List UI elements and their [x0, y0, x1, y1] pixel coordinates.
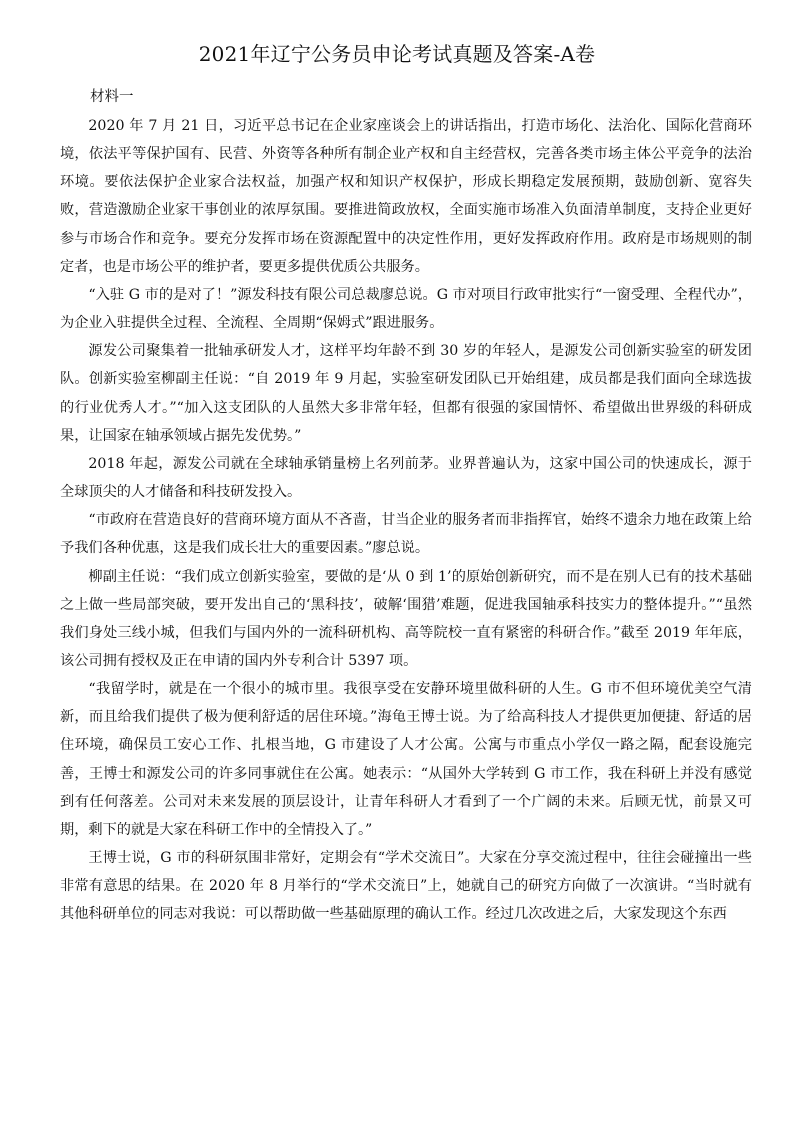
paragraph: 源发公司聚集着一批轴承研发人才，这样平均年龄不到 30 岁的年轻人，是源发公司创新实验室的研发团队。创新实验室柳副主任说：“自 2019 年 9 月起，实验室研发团队已开始组建，成员都是我们面向全球选拔的行业优秀人才。”“加入这支团队的人虽然大多非常年轻，但都有很强的家国情怀、希望做出世界级的科研成果，让国家在轴承领域占据先发优势。” — [60, 343, 752, 444]
paragraph: 2018 年起，源发公司就在全球轴承销量榜上名列前茅。业界普遍认为，这家中国公司的快速成长，源于全球顶尖的人才储备和科技研发投入。 — [60, 455, 752, 501]
document-title: 2021年辽宁公务员申论考试真题及答案-A卷 — [198, 42, 596, 66]
paragraph: 2020 年 7 月 21 日，习近平总书记在企业家座谈会上的讲话指出，打造市场化、法治化、国际化营商环境，依法平等保护国有、民营、外资等各种所有制企业产权和自主经营权，完善各类市场主体公平竞争的法治环境。要依法保护企业家合法权益，加强产权和知识产权保护，形成长期稳定发展预期，鼓励创新、宽容失败，营造激励企业家干事创业的浓厚氛围。要推进简政放权，全面实施市场准入负面清单制度，支持企业更好参与市场合作和竞争。要充分发挥市场在资源配置中的决定性作用，更好发挥政府作用。政府是市场规则的制定者，也是市场公平的维护者，要更多提供优质公共服务。 — [60, 118, 752, 275]
paragraph: “入驻 G 市的是对了！”源发科技有限公司总裁廖总说。G 市对项目行政审批实行“一窗受理、全程代办”，为企业入驻提供全过程、全流程、全周期“保姆式”跟进服务。 — [60, 286, 752, 332]
section-label: 材料一 — [90, 89, 134, 105]
paragraph: 柳副主任说：“我们成立创新实验室，要做的是‘从 0 到 1’的原始创新研究，而不是在别人已有的技术基础之上做一些局部突破，要开发出自己的‘黑科技’，破解‘围猎’难题，促进我国轴承科技实力的整体提升。”“虽然我们身处三线小城，但我们与国内外的一流科研机构、高等院校一直有紧密的科研合作。”截至 2019 年年底，该公司拥有授权及正在申请的国内外专利合计 5397 项。 — [60, 568, 752, 669]
document-body — [60, 112, 752, 929]
paragraph: “市政府在营造良好的营商环境方面从不吝啬，甘当企业的服务者而非指挥官，始终不遗余力地在政策上给予我们各种优惠，这是我们成长壮大的重要因素。”廖总说。 — [60, 512, 752, 557]
paragraph: “我留学时，就是在一个很小的城市里。我很享受在安静环境里做科研的人生。G 市不但环境优美空气清新，而且给我们提供了极为便利舒适的居住环境。”海龟王博士说。为了给高科技人才提供更加便捷、舒适的居住环境，确保员工安心工作、扎根当地，G 市建设了人才公寓。公寓与市重点小学仅一路之隔，配套设施完善，王博士和源发公司的许多同事就住在公寓。她表示：“从国外大学转到 G 市工作，我在科研上并没有感觉到有任何落差。公司对未来发展的顶层设计，让青年科研人才看到了一个广阔的未来。后顾无忧，前景又可期，剩下的就是大家在科研工作中的全情投入了。” — [60, 681, 752, 838]
paragraph: 王博士说，G 市的科研氛围非常好，定期会有“学术交流日”。大家在分享交流过程中，往往会碰撞出一些非常有意思的结果。在 2020 年 8 月举行的“学术交流日”上，她就自己的研究方向做了一次演讲。“当时就有其他科研单位的同志对我说：可以帮助做一些基础原理的确认工作。经过几次改进之后，大家发现这个东西 — [60, 850, 752, 923]
